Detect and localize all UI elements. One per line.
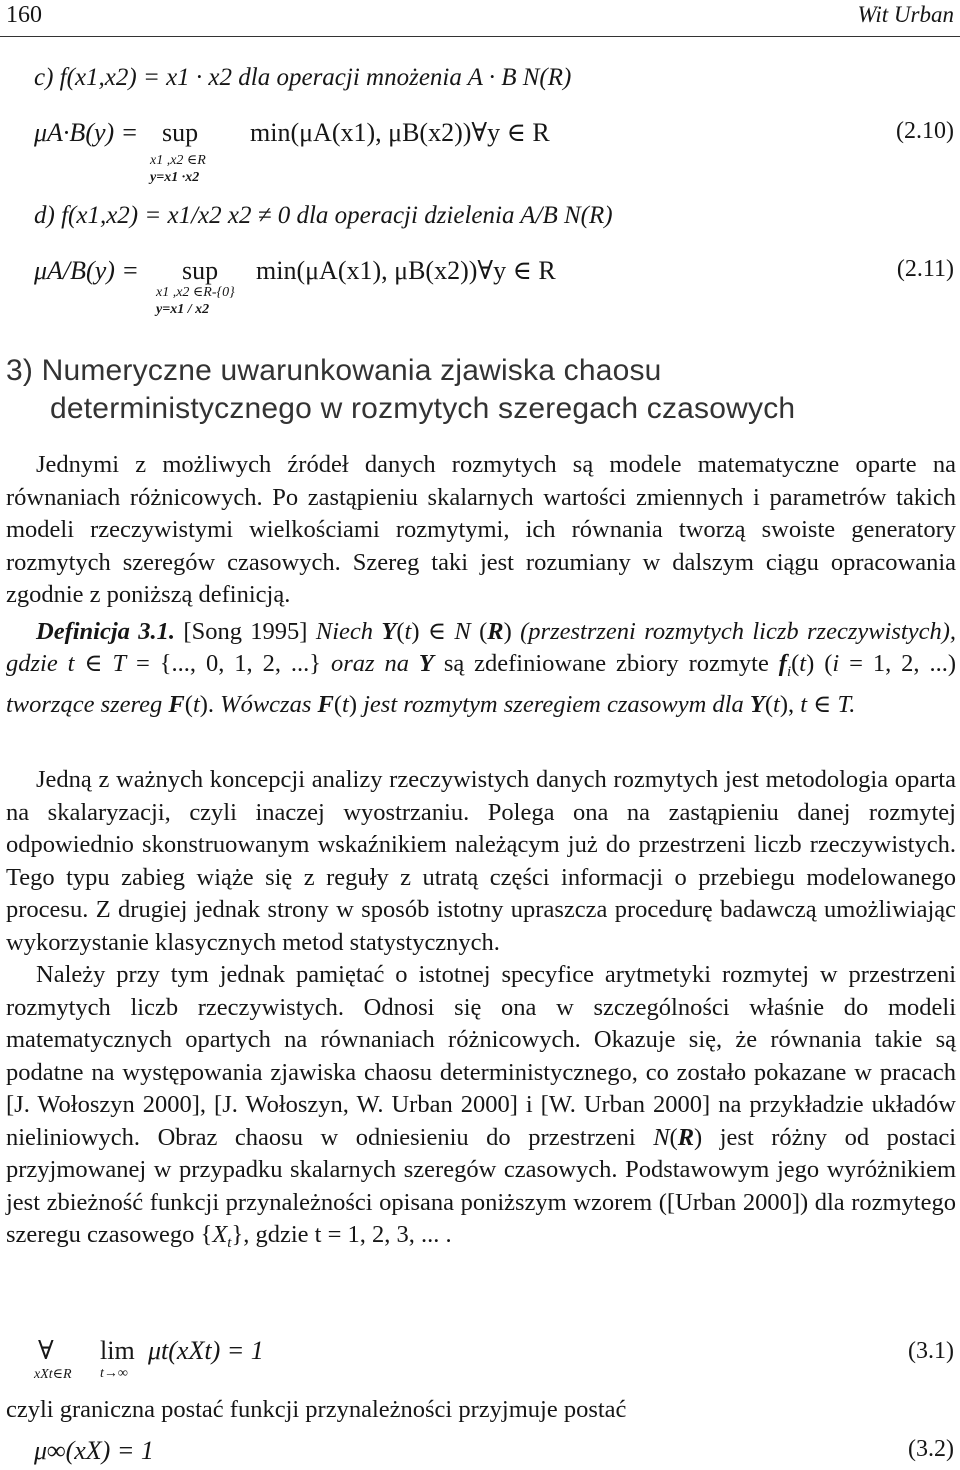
body-text-block-2	[6, 764, 956, 1260]
eq-2-11-caption: d) f(x1,x2) = x1/x2 x2 ≠ 0 dla operacji dzielenia A/B N(R)	[34, 202, 613, 229]
eq-2-10-condition-1: x1 ,x2 ∈R	[150, 153, 206, 168]
forall-symbol: ∀	[38, 1336, 54, 1365]
eq-2-11-lhs: μA/B(y) =	[34, 256, 139, 285]
eq-3-2-number: (3.2)	[908, 1436, 954, 1462]
body-text-block-1	[6, 449, 956, 721]
eq-2-11-body: min(μA(x1), μB(x2))∀y ∈ R	[256, 256, 556, 285]
paragraph-fuzzy-chaos: Należy przy tym jednak pamiętać o istotnej specyfice arytmetyki rozmytej w przestrzeni rozmytych liczb rzeczywistych. Odnosi się ona w szczególności właśnie do modeli matematycznych opartych na równaniach różnicowych. Okazuje się, że równania takie są podatne na występowania zjawiska chaosu deterministycznego, co zostało pokazane w pracach [J. Wołoszyn 2000], [J. Wołoszyn, W. Urban 2000] i [W. Urban 2000] na przykładzie układów nieliniowych. Obraz chaosu w odniesieniu do przestrzeni N(R) jest różny od postaci przyjmowanej w przypadku skalarnych szeregów czasowych. Podstawowym jego wyróżnikiem jest zbieżność funkcji przynależności opisana poniższym wzorem ([Urban 2000]) dla rozmytego szeregu czasowego $\{X_t\}$, gdzie t = 1, 2, 3, ... .	[6, 961, 956, 1251]
eq-3-1-lim: lim	[100, 1336, 135, 1365]
eq-2-10-caption: c) f(x1,x2) = x1 · x2 dla operacji mnożenia A · B N(R)	[34, 64, 572, 91]
eq-2-11-number: (2.11)	[896, 256, 954, 282]
text-limit-form: czyli graniczna postać funkcji przynależności przyjmuje postać	[6, 1396, 627, 1423]
running-head: Wit Urban	[857, 2, 954, 27]
page-header	[0, 0, 960, 37]
eq-2-11-condition-2: y=x1 / x2	[156, 302, 210, 317]
eq-3-1-body: μt(xXt) = 1	[148, 1336, 264, 1365]
eq-2-10-operator: sup	[162, 118, 199, 147]
eq-2-10-condition-2: y=x1 ·x2	[150, 170, 200, 185]
definition-title: Definicja 3.1.	[36, 617, 176, 645]
eq-2-10-number: (2.10)	[896, 118, 954, 144]
definition-3-1: Definicja 3.1. [Song 1995] Niech Y(t) ∈ N (R) (przestrzeni rozmytych liczb rzeczywistych), gdzie t ∈ T = {..., 0, 1, 2, ...} oraz na Y są zdefiniowane zbiory rozmyte $f_i(t) (i = 1$, 2, ...) tworzące szereg F(t). Wówczas F(t) jest rozmytym szeregiem czasowym dla Y(t), t ∈ T.	[6, 617, 956, 718]
page-number: 160	[6, 2, 42, 28]
eq-3-1-number: (3.1)	[908, 1338, 954, 1364]
eq-2-10-body: min(μA(x1), μB(x2))∀y ∈ R	[250, 118, 550, 147]
paragraph-fuzzy-data-sources: Jednymi z możliwych źródeł danych rozmytych są modele matematyczne oparte na równaniach różnicowych. Po zastąpieniu skalarnych wartości zmiennych i parametrów takich modeli rzeczywistymi wielkościami rozmytymi, ich równania tworzą swoiste generatory rozmytych szeregów czasowych. Szereg taki jest rozumiany w dalszym ciągu opracowania zgodnie z poniższą definicją.	[6, 451, 956, 608]
eq-2-11-condition-1: x1 ,x2 ∈R-{0}	[156, 285, 235, 300]
definition-source: [Song 1995]	[183, 617, 308, 645]
eq-3-1-condition-lim: t→∞	[100, 1366, 128, 1381]
paragraph-scalarization: Jedną z ważnych koncepcji analizy rzeczywistych danych rozmytych jest metodologia oparta na skalaryzacji, czyli inaczej wyostrzaniu. Polega ona na zastąpieniu danej rozmytej odpowiednio skonstruowanym wskaźnikiem należącym już do przestrzeni liczb rzeczywistych. Tego typu zabieg wiąże się z reguły z utratą części informacji o przebiegu modelowanego procesu. Z drugiej jednak strony w sposób istotny upraszcza procedurę badawczą umożliwiając wykorzystanie klasycznych metod statystycznych.	[6, 766, 956, 956]
section-heading-line-2: deterministycznego w rozmytych szeregach czasowych	[50, 392, 796, 425]
section-heading-line-1: 3) Numeryczne uwarunkowania zjawiska chaosu	[6, 354, 662, 387]
eq-2-11-operator: sup	[182, 256, 219, 285]
eq-2-10-lhs: μA·B(y) =	[34, 118, 139, 147]
eq-3-1-condition-forall: xXt∈R	[34, 1367, 72, 1382]
eq-3-2-body: μ∞(xX) = 1	[34, 1436, 154, 1465]
